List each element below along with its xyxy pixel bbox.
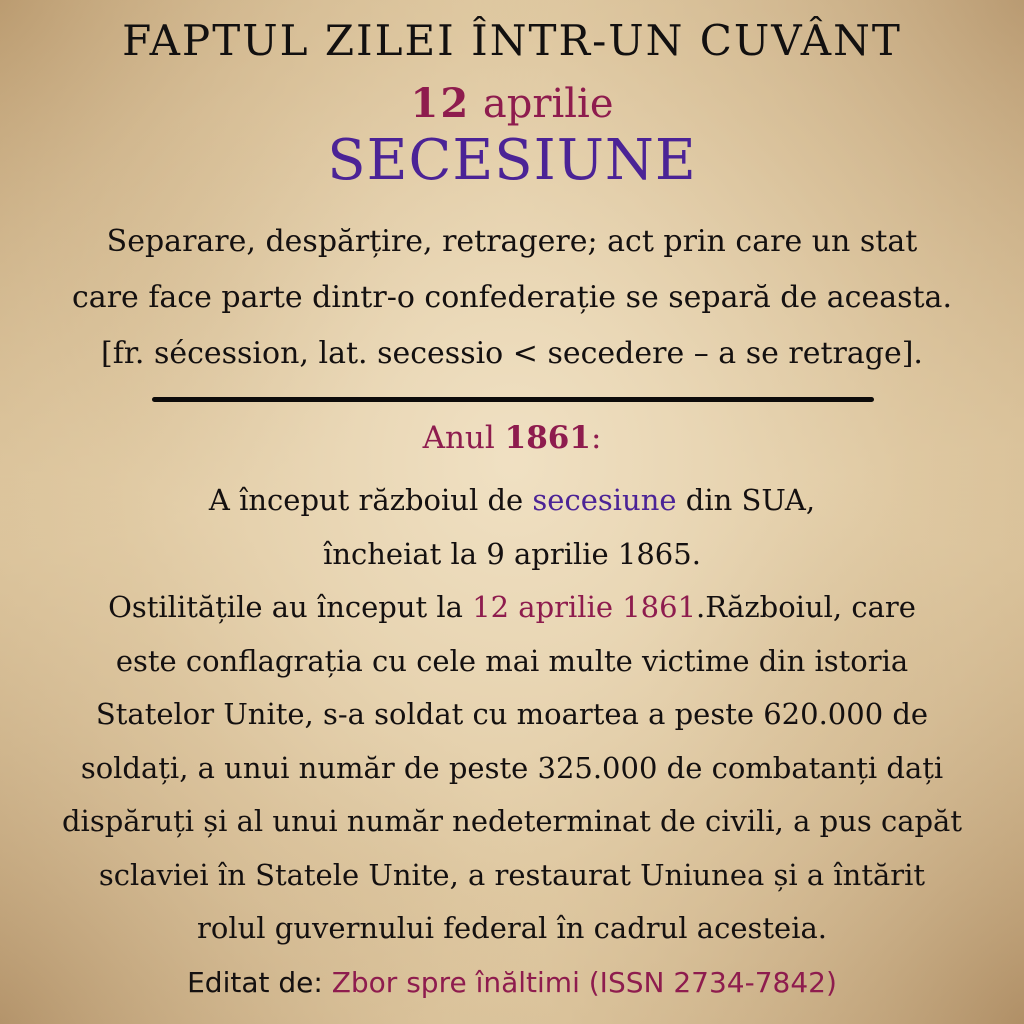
event-line: rolul guvernului federal în cadrul acesteia. — [197, 911, 827, 945]
event-line: este conflagrația cu cele mai multe victime din istoria — [115, 643, 909, 678]
year-label: Anul — [422, 420, 495, 456]
event-text: Ostilitățile au început la — [108, 590, 473, 624]
event-line: dispăruți și al unui număr nedeterminat de civili, a pus capăt — [61, 804, 963, 838]
date-heading — [0, 80, 1024, 127]
year-suffix: : — [590, 420, 602, 456]
highlighted-word: secesiune — [532, 483, 677, 517]
event-line: încheiat la 9 aprilie 1865. — [323, 536, 701, 571]
word-of-the-day: SECESIUNE — [327, 128, 697, 193]
date-month: aprilie — [482, 81, 614, 127]
page-title: FAPTUL ZILEI ÎNTR-UN CUVÂNT — [122, 16, 902, 65]
definition-line: Separare, despărțire, retragere; act prin care un stat — [106, 224, 918, 259]
divider-line — [152, 397, 874, 402]
year-value: 1861 — [504, 420, 591, 456]
publisher-name: Zbor spre înăltimi (ISSN 2734-7842) — [331, 966, 837, 999]
event-line: soldați, a unui număr de peste 325.000 de combatanți dați — [80, 750, 944, 785]
event-text: A început războiul de — [208, 483, 533, 517]
event-text: .Războiul, care — [696, 590, 916, 624]
definition-line: care face parte dintr-o confederație se separă de aceasta. — [72, 280, 952, 315]
event-line — [6, 474, 1018, 528]
highlighted-date: 12 aprilie 1861 — [472, 590, 697, 624]
date-day: 12 — [410, 80, 471, 127]
event-line: sclaviei în Statele Unite, a restaurat Uniunea și a întărit — [98, 857, 926, 892]
event-description — [6, 474, 1018, 956]
event-line: Statelor Unite, s-a soldat cu moartea a peste 620.000 de — [95, 697, 929, 731]
footer-credit — [0, 966, 1024, 999]
year-heading — [0, 420, 1024, 456]
event-line — [6, 581, 1018, 635]
definition-block — [18, 214, 1006, 382]
definition-line: [fr. sécession, lat. secessio < secedere – a se retrage]. — [101, 336, 923, 371]
event-text: din SUA, — [676, 483, 816, 517]
footer-label: Editat de: — [187, 966, 332, 999]
